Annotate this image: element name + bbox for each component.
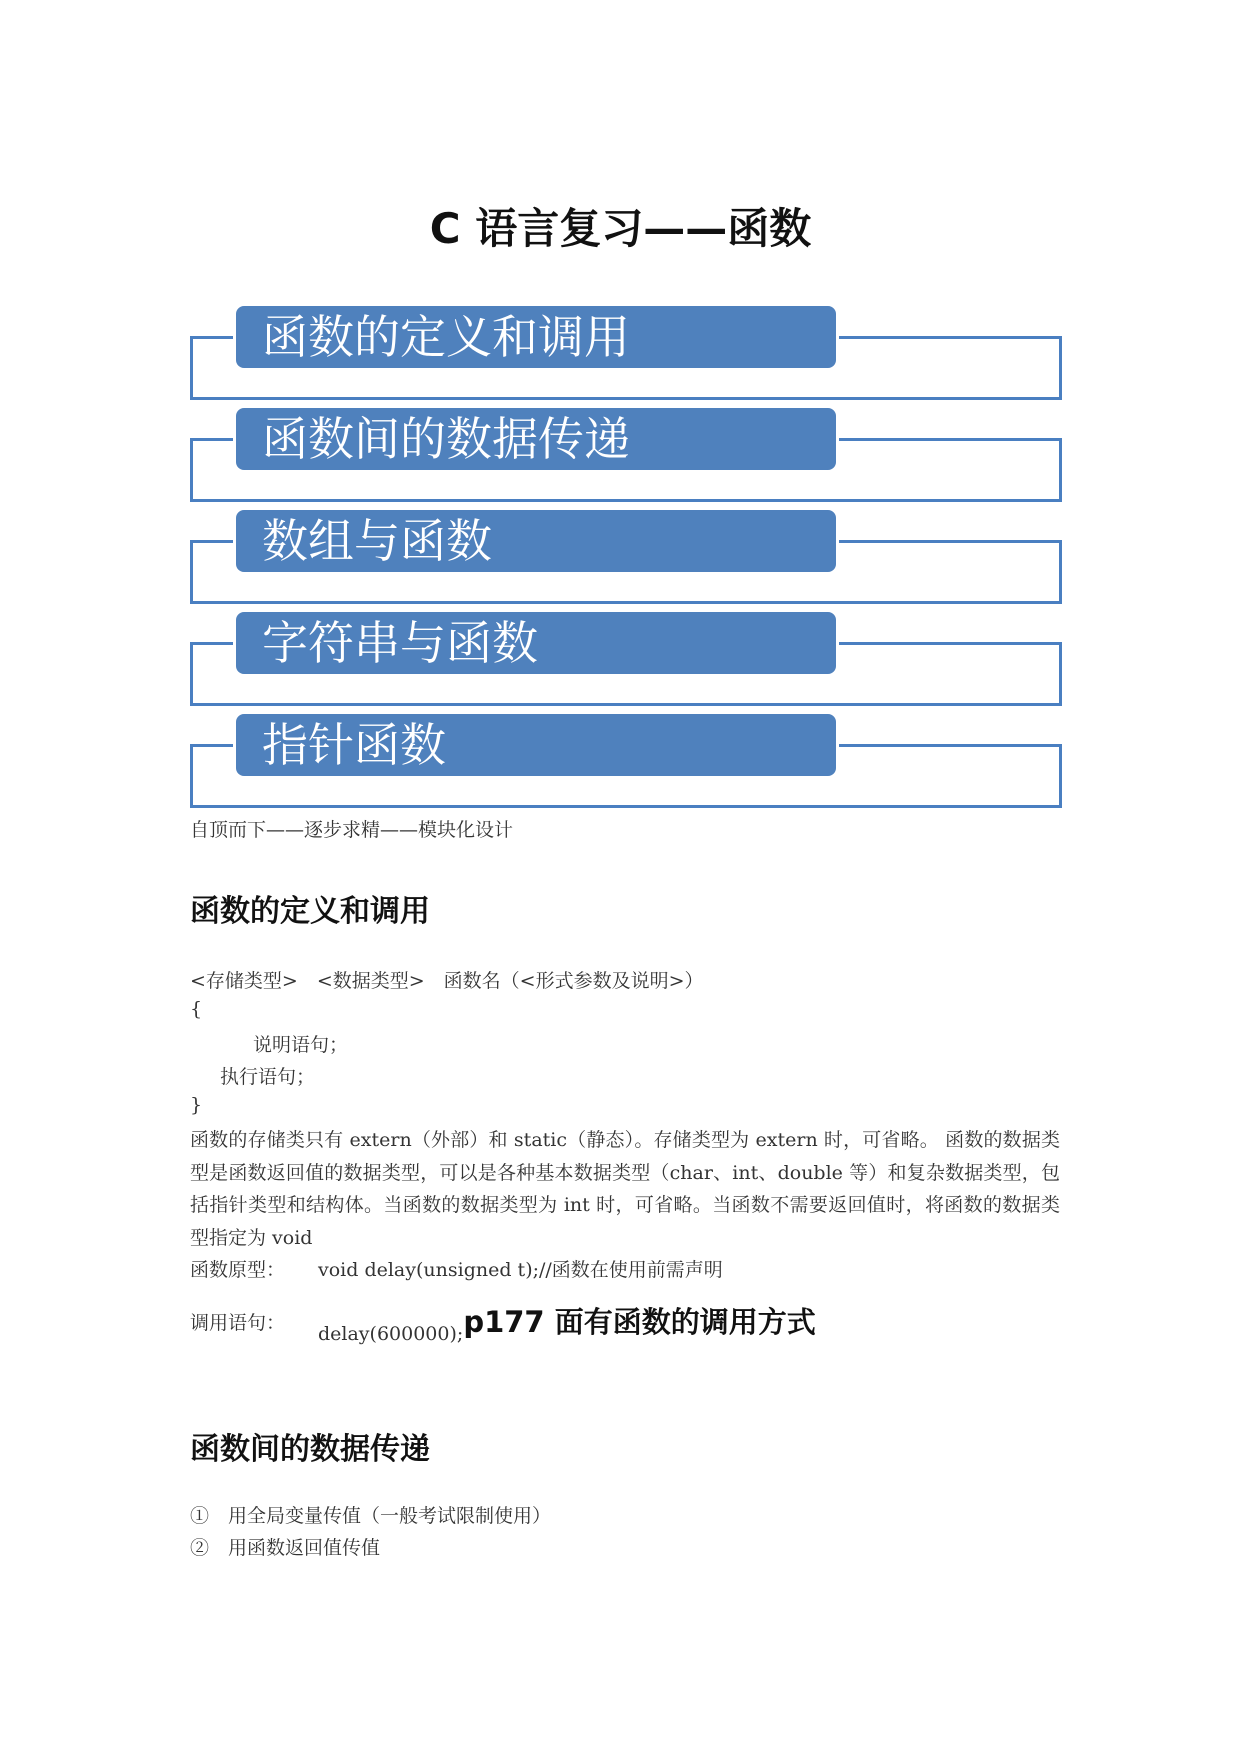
- list-item: ② 用函数返回值传值: [190, 1537, 381, 1559]
- storage-type-paragraph: 函数的存储类只有 extern（外部）和 static（静态）。存储类型为 extern 时，可省略。 函数的数据类型是函数返回值的数据类型，可以是各种基本数据类型（char、int、double 等）和复杂数据类型，包括指针类型和结构体。当函数的数据类型为 int 时，可省略。当函数不需要返回值时，将函数的数据类型指定为 void: [190, 1129, 1060, 1249]
- section-heading-data-transfer: 函数间的数据传递: [190, 1432, 430, 1467]
- call-label: 调用语句：: [190, 1312, 286, 1334]
- diagram-row: [190, 612, 1060, 708]
- diagram-item-data-transfer: 函数间的数据传递: [236, 408, 836, 470]
- prototype-label: 函数原型：: [190, 1259, 286, 1281]
- prototype-code: void delay(unsigned t);//函数在使用前需声明: [318, 1259, 723, 1281]
- code-declaration-line: 说明语句；: [253, 1034, 349, 1056]
- code-open-brace: {: [190, 998, 203, 1020]
- code-close-brace: }: [190, 1094, 203, 1116]
- code-signature: <存储类型> <数据类型> 函数名（<形式参数及说明>）: [190, 970, 704, 992]
- call-note: p177 面有函数的调用方式: [463, 1305, 816, 1339]
- call-line: [318, 1300, 816, 1345]
- topic-diagram: [190, 306, 1060, 816]
- code-execution-line: 执行语句；: [220, 1066, 316, 1088]
- diagram-row: [190, 408, 1060, 504]
- diagram-row: [190, 306, 1060, 402]
- diagram-item-array-function: 数组与函数: [236, 510, 836, 572]
- page-title: C 语言复习——函数: [429, 204, 812, 253]
- diagram-item-string-function: 字符串与函数: [236, 612, 836, 674]
- diagram-item-definition-call: 函数的定义和调用: [236, 306, 836, 368]
- list-item: ① 用全局变量传值（一般考试限制使用）: [190, 1505, 552, 1527]
- section-heading-definition: 函数的定义和调用: [190, 894, 430, 929]
- diagram-item-pointer-function: 指针函数: [236, 714, 836, 776]
- diagram-row: [190, 714, 1060, 810]
- call-code: delay(600000);: [318, 1323, 464, 1345]
- diagram-row: [190, 510, 1060, 606]
- diagram-caption: 自顶而下——逐步求精——模块化设计: [190, 819, 514, 841]
